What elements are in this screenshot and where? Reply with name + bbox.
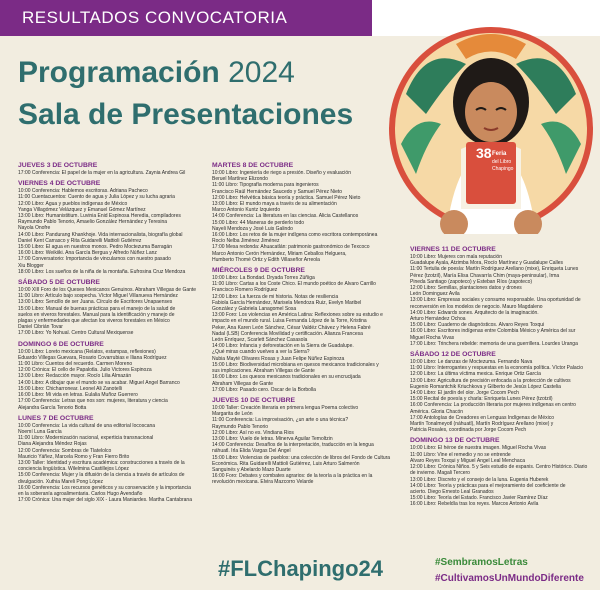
schedule-entry: Noemí Luna García: [18, 428, 62, 435]
schedule-entry: 16:00 Libro: Weikiiki. Ana García Bergua y Alfredo Núñez Lanz: [18, 250, 157, 257]
schedule-entry: 13:00 Libro: Empresas sociales y consumo responsable. Una oportunidad de: [410, 297, 581, 304]
schedule-entry: González y Gabriela Lanagomel Sosa: [212, 306, 297, 313]
schedule-entry: 13:00 Taller: Identidad y escritura académica: construcciones a través de la: [18, 459, 185, 466]
schedule-entry: 11:00 Libro: Cuentos del recuerdo. Carmen Moreno: [18, 361, 133, 368]
schedule-entry: Miguel Rocha Vivas: [410, 334, 455, 341]
schedule-entry: 12:00 Libro: Semillas, plantaciones datos y drones: [410, 285, 522, 292]
schedule-entry: Sanguinés y Abelardo Mazo Duarte: [212, 466, 291, 473]
schedule-entry: Patricia Rosales, coordinada por Jorge Cocom Pech: [410, 427, 527, 434]
schedule-entry: reconversión en los modelos de negocio. Mauro Magdaleno: [410, 303, 543, 310]
schedule-entry: 10:00 Libro: Le danzas de Moctezuma. Fernando Nava: [410, 359, 533, 366]
schedule-entry: 10:00 Libro: Mujeres con mala reputación: [410, 254, 502, 260]
day-heading: VIERNES 4 DE OCTUBRE: [18, 180, 101, 188]
schedule-entry: Marco Antonio Cerón Hernández, Miriam Ceballos Helguera,: [212, 250, 347, 257]
schedule-entry: 10:00 XIII Foro de los Queses Mexicanos Genuinos. Abraham Villegas de Gante: [18, 287, 197, 294]
day-heading: LUNES 7 DE OCTUBRE: [18, 414, 94, 422]
schedule-entry: acierto. Diego Ernesto Leal Granados: [410, 488, 494, 495]
schedule-entry: 12:00 Libro: Crónica Niños. 5 y Seis estudio de espanis. Centro Histórico. Diario: [410, 464, 588, 471]
schedule-entry: Arturo Hernández Ochoa: [410, 316, 466, 323]
schedule-entry: 11:00 Libro: Modernización nacional, experticia transnacional: [18, 435, 154, 442]
schedule-entry: plagas y enfermedades que afectan los viveros forestales en México: [18, 318, 170, 325]
schedule-entry: 12:00 Libro: Así no es. Vindiana Rios: [212, 429, 294, 436]
schedule-entry: Eugenio Romantchik Kriuchkova y Gilberto de Jesús López Castelia: [410, 383, 561, 390]
schedule-entry: 15:00 Recital de poesía y charla: Enriqueta Lunes Pérez (tzotzil): [410, 396, 553, 403]
schedule-entry: 14:00 Libro: Edwards sones. Arquitecto de la imaginación.: [410, 309, 539, 316]
schedule-entry: 16:00 Conferencia: La producción literaria por mujeres indígenas en centro: [410, 402, 576, 409]
schedule-entry: 15:00 Libro: Cuaderno de diagnósticos. Álvaro Reyes Toxqui: [410, 322, 545, 329]
badge-line2: del Libro: [492, 159, 512, 165]
schedule-entry: 17:00 Mesa redonda: Ahuacatlán: patrimonio gastronómico de Texcoco: [212, 244, 370, 251]
schedule-entry: 14:00 Conferencia: Desafíos de la interpretación, traducción en la lengua: [212, 442, 374, 449]
badge-line3: Chapingo: [492, 166, 514, 172]
day-heading: VIERNES 11 DE OCTUBRE: [410, 246, 496, 253]
schedule-entry: Raymundo Pablo Tenorio: [212, 423, 269, 430]
schedule-entry: América. Gloria Chacón: [410, 408, 464, 415]
schedule-entry: 15:00 Libro: 44 Maneras de perderlo todo: [212, 219, 305, 226]
badge-number: 38: [476, 145, 492, 161]
schedule-entry: 17:00 Conferencia: El papel de la mujer en la agricultura. Zaynia Andrea Gil: [18, 170, 186, 176]
schedule-entry: 13:00 Libro: Agricultura de precisión enfocada a la protección de cultivos: [410, 377, 571, 384]
schedule-column-1: [18, 158, 206, 503]
schedule-column-3: [410, 242, 596, 508]
results-banner: RESULTADOS CONVOCATORIA: [0, 0, 372, 36]
schedule-entry: 11:00 Libro: Interrogantes y respuestas en la economía política. Víctor Palacio: [410, 365, 584, 372]
schedule-entry: 17:00 Conversatorio: Importancia de vincularnos con nuestro pasado: [18, 256, 171, 263]
schedule-entry: 13:00 Libro: Sencillo de ser Juana. Círculo de Escritores Unapaenses: [18, 299, 173, 306]
schedule-entry: Rocío Nelba Jiménez Jiménez: [212, 238, 280, 245]
schedule-entry: 16:00 Conferencia: Los recursos genéticos y su conservación y la importancia: [18, 484, 191, 491]
schedule-entry: 10:00 Taller: Creación literaria en primera lengua Poema colectivo: [212, 404, 359, 411]
schedule-entry: 11:00 Libro: Cartas a los Coste Chico. El mundo poético de Álvaro Carrillo: [212, 281, 376, 288]
schedule-entry: 14:00 Libro: A dibujar que el mundo se va acabar. Miguel Ángel Barranco: [18, 379, 180, 386]
schedule-entry: 14:00 Libro: Pandurang Khankhoje. Vida internacionalista, biografía global: [18, 231, 183, 238]
schedule-entry: 17:00 Libro: Trinchera rebelde: memoria de una guerrillera. Lourdes Uranga: [410, 340, 578, 347]
schedule-entry: León Enríquez, Scarlett Sánchez Casasola: [212, 337, 308, 344]
schedule-entry: 15:00 Libro: Violencias de pueblos: una colección de libros del Fondo de Cultura: [212, 454, 391, 461]
schedule-entry: 11:00 Libro: Tipografía moderna para ingenieros: [212, 182, 319, 189]
main-hashtag: #FLChapingo24: [218, 556, 384, 581]
schedule-entry: Nayeli Mendoza y José Luis Galindo: [212, 225, 293, 232]
schedule-entry: Eduardo Villegas Guevara, Rosario Covarrubias e Iliana Rodríguez: [18, 354, 167, 361]
schedule-entry: Peker, Ana Karen León Sánchez, César Valdéz Chávez y Helena Fabré: [212, 324, 371, 331]
schedule-entry: 15:00 Libro: Biodiversidad microbiana en quesos mexicanos tradicionales y: [212, 361, 379, 368]
schedule-entry: Pineda Santiago (zapoteco) y Esteban Ríos (zapoteco): [410, 278, 533, 285]
day-heading: JUEVES 3 DE OCTUBRE: [18, 162, 98, 169]
schedule-entry: 16:00 Libro: Los quesos mexicanos tradicionales en su encrucijada: [212, 374, 361, 381]
schedule-entry: Yanga Villagómez Velázquez y Emanuel Gómez Martínez: [18, 206, 146, 213]
hashtag-sembramos: #SembramosLetras: [435, 557, 528, 568]
day-heading: DOMINGO 13 DE OCTUBRE: [410, 437, 500, 445]
schedule-entry: León Dominguez Avila: [410, 291, 460, 298]
schedule-entry: de invierno. Magali Tercero: [410, 470, 470, 477]
schedule-entry: 12:00 Crónica: El cello de Papalotla. Julio Victores Espinoza: [18, 367, 152, 374]
schedule-entry: náhuatl. Irla Elida Vargas Del Ángel: [212, 448, 291, 455]
schedule-entry: 13:00 Libro: Discreto y el consejo de la luna. Eugenia Huberek: [410, 476, 549, 483]
schedule-entry: Martín Tonalmeyotl (náhuatl), Martín Rodríguez Arellano (mixe) y: [410, 421, 554, 428]
schedule-entry: 11:00 Libro: Vine el remedio y no se entrende: [410, 451, 511, 458]
schedule-entry: impacto en el mundo rural. Luisa Fernanda López de la Torre, Kristina: [212, 318, 367, 325]
schedule-entry: Diana Alejandra Méndez Rojas: [18, 441, 87, 448]
schedule-entry: en la soberanía agroalimentaria. Carlos Hugo Avendaño: [18, 490, 143, 497]
schedule-entry: 10:00 Libro: Ingeniería de riego a presión. Diseño y evaluación: [212, 170, 351, 176]
schedule-entry: 11:00 Cuentacuentos: Cuento de agua y Julia López y su lucha agraria: [18, 194, 175, 201]
schedule-entry: Mauricio Yáñez, Marcela Romo y Fran Fierro Brito: [18, 453, 130, 460]
schedule-entry: 16:00 Libro: Escritores indígenas entre Colombia México y América del sur: [410, 328, 576, 335]
day-heading: SÁBADO 12 DE OCTUBRE: [410, 351, 496, 359]
schedule-entry: Económica. Rita Guidarelli Mattioli Gutiérrez, Luis Arturo Salmerón: [212, 460, 360, 467]
schedule-entry: Abraham Villegas de Gante: [212, 380, 274, 387]
schedule-entry: 13:00 Libro: Humanistitium. Luvinia Enid Espinosa Heredia, compiladores: [18, 213, 181, 220]
schedule-entry: revolución mexicana. Elvira Mazcorro Velarde: [212, 479, 314, 486]
schedule-entry: 17:00 Libro: Yo Nohual. Centro Cultural Mexiquense: [18, 330, 134, 337]
schedule-entry: 12:00 Conferencia: Sombras de Tlatelolco: [18, 447, 112, 454]
schedule-entry: Margarita de León: [212, 411, 253, 418]
schedule-entry: 11:00 Tertulia de poesía: Martín Rodríguez Arellano (mixe), Enriqueta Lunes: [410, 266, 579, 273]
schedule-entry: Fabiola García Hernández, Marisela Mendoza Ruiz, Evelyn Maribel: [212, 299, 362, 306]
schedule-entry: Guadalupe Ayala, Atzimba Mora, Rocío Martínez y Guadalupe Calles: [410, 260, 564, 267]
schedule-entry: 16:00 Foro: Debates y combates agrarios: de la teoría a la práctica en la: [212, 473, 373, 480]
schedule-entry: 13:00 Libro: Vuelo de letras. Minerva Aguilar Temoltzin: [212, 435, 333, 442]
schedule-entry: 11:00 Libro: Artículo bajo sospecha. Víctor Miguel Villanueva Hernández: [18, 293, 178, 300]
schedule-entry: Pérez (tzotzil), María Elisa Chavarría Chim (maya-peninsular), Irma: [410, 272, 560, 279]
schedule-entry: Nadal (LSB) Conferencia Movilidad y certificación. Alianza Francesa: [212, 330, 363, 337]
schedule-entry: Marco Antonio Kuntz Izquierdo: [212, 207, 281, 214]
schedule-entry: 15:00 Libro: Chicharronear. Leonel Ali Zanotelli: [18, 385, 122, 392]
schedule-entry: 15:00 Conferencia: Mujer y la difusión de la ciencia a través de artículos de: [18, 472, 185, 479]
schedule-entry: 14:00 Conferencia: La literatura en las ciencias. Alicia Castellanos: [212, 213, 359, 220]
schedule-entry: 11:00 Conferencia: La improvisación, ¿un arte o una técnica?: [212, 417, 349, 424]
schedule-entry: 16:00 Libro: Rebeldía tras los reyes. Marcos Antonio Ávila: [410, 501, 539, 508]
schedule-entry: Humberto Thomé Ortiz y Edith Villaseñor Arreola: [212, 256, 320, 263]
schedule-entry: 14:00 Libro: Infancia y deforestación en la Sierra de Guadalupe.: [212, 343, 354, 350]
day-heading: MIÉRCOLES 9 DE OCTUBRE: [212, 267, 305, 275]
schedule-entry: 12:00 Libro: Agua y pueblos indígenas de México: [18, 200, 128, 207]
schedule-entry: 15:00 Libro: Teoría del Estado. Francisco Javier Ramírez Díaz: [410, 495, 548, 502]
page-subtitle: Sala de Presentaciones: [18, 98, 354, 131]
schedule-entry: 17:00 Libro: Pasado cero. Óscar de la Borbolla: [212, 386, 316, 393]
schedule-column-2: [212, 158, 402, 486]
schedule-entry: 15:00 Libro: El agua en nuestros monos. Pedro Moctezuma Barragán: [18, 244, 172, 251]
schedule-entry: Álvaro Reyes Toxqui y Miguel Ángel Leal Menchaca: [410, 457, 525, 464]
badge-line1: Feria: [492, 151, 507, 157]
schedule-entry: suelos en viveros forestales. Manual para la identificación y manejo de: [18, 311, 175, 318]
schedule-entry: Beruel Martínez Elizondo: [212, 176, 268, 183]
page-title: [18, 56, 295, 90]
title-main: Programación: [18, 56, 220, 89]
schedule-entry: 10:00 Conferencia: La vida cultural de una editorial Iocoscana: [18, 422, 156, 429]
schedule-entry: 17:00 Crónica: Una mujer del siglo XIX - Laura Maniardes. Martha Cantabrana: [18, 497, 192, 504]
schedule-entry: 12:00 Libro: La fuerza de mi historia. Notas de resiliencia: [212, 293, 339, 300]
schedule-entry: Francisco Raúl Hernández Saucedo y Samuel Pérez Nieto: [212, 188, 343, 195]
schedule-entry: 10:00 Conferencia: Hablemos escritoras. Adriana Pacheco: [18, 188, 148, 195]
day-heading: MARTES 8 DE OCTUBRE: [212, 162, 294, 169]
schedule-entry: ¿Qué miras cuando vuelves a ver la Sierra?: [212, 349, 310, 356]
schedule-entry: Xiu Blogger: [18, 262, 44, 269]
schedule-entry: Francisco Romero Rodríguez: [212, 287, 278, 294]
title-year: 2024: [228, 56, 295, 89]
schedule-entry: Nayola Onofre: [18, 225, 51, 232]
day-heading: JUEVES 10 DE OCTUBRE: [212, 396, 296, 404]
schedule-entry: 13:00 Libro: Redacción mayor. Rocío Lilia Almazán: [18, 373, 132, 380]
schedule-entry: Alejandra García Tenorio Botta: [18, 404, 87, 411]
schedule-entry: conciencia lingüística. Wilelmina Castillejos López: [18, 466, 129, 473]
schedule-entry: 13:00 Foro: Los violencias en América Latina: Reflexiones sobre su estudio e: [212, 312, 383, 319]
schedule-entry: 10:00 Libro: La Bondad. Dryada Torres Zúñiga: [212, 275, 315, 282]
schedule-entry: divulgación. Xuthia Mareli Pong López: [18, 478, 104, 485]
schedule-entry: Daniel Cibrián Tovar: [18, 324, 63, 331]
woman-reading-illustration: [386, 24, 596, 234]
schedule-entry: 18:00 Libro: Los sueños de la niña de la montaña. Eufrosina Cruz Mendoza: [18, 268, 186, 275]
hashtag-cultivamos: #CultivamosUnMundoDiferente: [435, 573, 584, 584]
day-heading: DOMINGO 6 DE OCTUBRE: [18, 340, 104, 348]
schedule-entry: 15:00 Libro: Manual de buenas prácticas para el manejo de la salud de: [18, 305, 176, 312]
schedule-entry: 10:00 Libro: Loreto mexicana (Relatos, estampas, reflexiones): [18, 348, 156, 355]
schedule-entry: 14:00 Libro: El jardín del olor. Jorge Cocom Pech: [410, 390, 519, 397]
schedule-entry: Nubia Mayté Olivares Rosas y Juan Felipe Núñez Espinoza: [212, 355, 345, 362]
schedule-entry: Raymundo Pablo Tenorio, Amaelio González Hernández y Teresina: [18, 219, 168, 226]
schedule-entry: 17:00 Antologías de Creadores en Lenguas Indígenas de México: [410, 414, 554, 421]
schedule-entry: 17:00 Conferencia: Letras que nos son: mujeres, literatura y ciencia: [18, 398, 168, 405]
schedule-entry: 16:00 Libro: Los retos de la mujer indígena como escritora contemporánea: [212, 232, 378, 239]
day-heading: SÁBADO 5 DE OCTUBRE: [18, 279, 100, 287]
schedule-entry: 14:00 Libro: Teoría y prácticas para el mejoramiento del coeficiente de: [410, 482, 566, 489]
schedule-entry: 16:00 Libro: Mi vida en letras. Eulalia Muñoz Guerrero: [18, 392, 138, 399]
schedule-entry: Daniel Kent Carrasco y Rita Guidarelli Mattioli Gutiérrez: [18, 237, 142, 244]
schedule-entry: 12:00 Libro: La última víctima mexica. Enrique Ortiz García: [410, 371, 541, 378]
schedule-entry: 13:00 Libro: El mundo maya a través de su alimentación: [212, 201, 337, 208]
schedule-entry: sus implicaciones. Abraham Villegas de Gante: [212, 368, 315, 375]
schedule-entry: 10:00 Libro: El héroe de nuestra imagen. Miguel Rocha Vivas: [410, 445, 547, 452]
schedule-entry: 12:00 Libro: Helvética básica teoría y práctica. Samuel Pérez Nieto: [212, 194, 361, 201]
